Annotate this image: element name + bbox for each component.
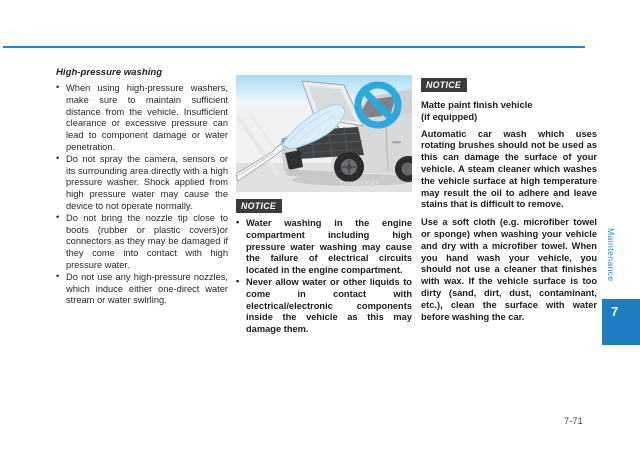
notice-subheading-line2: (if equipped): [421, 110, 478, 122]
bullet-text: When using high-pressure washers, make sure to maintain sufficient distance from the vehicle. Insufficient clearance or excessive pressure can lead to component damage or water penetration.: [66, 83, 228, 152]
notice-badge: NOTICE: [421, 78, 467, 92]
bullet-text: Do not bring the nozzle tip close to boots (rubber or plastic covers)or connectors as they may be damaged if they come into contact with high pressure water.: [66, 212, 228, 270]
bullet-icon: •: [56, 211, 60, 222]
left-bullet-list: [56, 83, 228, 307]
bullet-icon: •: [56, 82, 60, 92]
figure-watermark: OTM070043: [340, 181, 379, 188]
section-heading: High-pressure washing: [56, 67, 163, 78]
page-number: 7-71: [564, 416, 583, 426]
right-column: [421, 74, 597, 323]
header-divider-rule: [3, 46, 585, 48]
middle-bullet-list: [236, 218, 412, 336]
notice-paragraph: Use a soft cloth (e.g. microfiber towel or sponge) when washing your vehicle and dry with a microfiber towel. When you hand wash your vehicle, you should not use a cleaner that finishes with wax. If the vehicle surface is too dirty (sand, dirt, dust, contaminant, etc.), clean the surface with water before washing the car.: [421, 217, 597, 322]
notice-subheading-line1: Matte paint finish vehicle: [421, 99, 533, 110]
chapter-name-vertical-label: Maintenance: [606, 228, 616, 282]
list-item: [236, 277, 412, 336]
middle-column: [236, 75, 412, 336]
bullet-text: Do not use any high-pressure nozzles, which induce either one-direct water stream or water swirling.: [66, 271, 228, 306]
bullet-text: Water washing in the engine compartment including high pressure water washing may cause the failure of electrical circuits located in the engine compartment.: [246, 218, 412, 276]
list-item: [236, 218, 412, 277]
list-item: [56, 83, 228, 154]
list-item: [56, 272, 228, 307]
bullet-icon: •: [56, 270, 60, 281]
list-item: [56, 213, 228, 272]
car-illustration: [236, 75, 412, 192]
bullet-icon: •: [236, 217, 240, 227]
engine-washing-figure: [236, 75, 412, 192]
bullet-icon: •: [56, 152, 60, 163]
chapter-tab: 7: [602, 299, 640, 345]
notice-badge: NOTICE: [236, 199, 282, 213]
bullet-icon: •: [236, 275, 240, 286]
notice-paragraph: Automatic car wash which uses rotating brushes should not be used as this can damage the surface of your vehicle. A steam cleaner which washes the vehicle surface at high temperature may result the oil to adhere and leave stains that is difficult to remove.: [421, 128, 597, 210]
bullet-text: Do not spray the camera, sensors or its surrounding area directly with a high pressure washer. Shock applied from high pressure water may cause the device to not operate normally.: [66, 153, 228, 211]
left-column: [56, 67, 228, 307]
list-item: [56, 154, 228, 213]
bullet-text: Never allow water or other liquids to come in contact with electrical/electronic components inside the vehicle as this may damage them.: [246, 276, 412, 335]
